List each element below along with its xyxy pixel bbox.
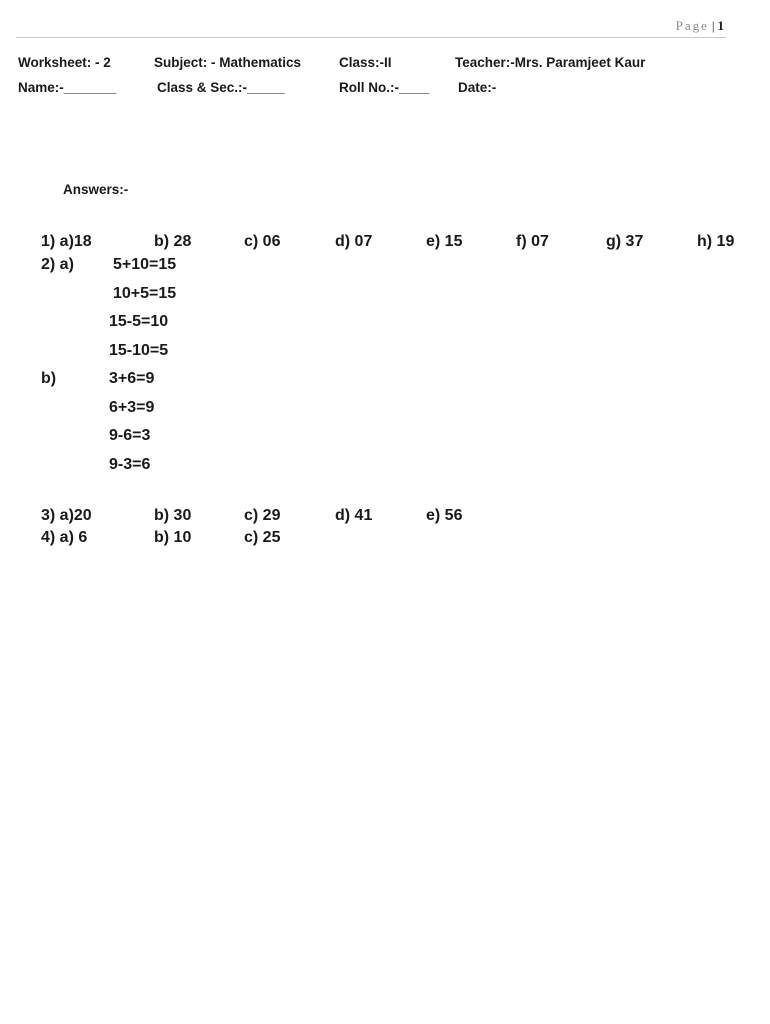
q3-answer: e) 56: [426, 507, 463, 524]
answers-title: Answers:-: [63, 182, 129, 197]
q3-answer: c) 29: [244, 507, 281, 524]
q1-answer: e) 15: [426, 233, 463, 250]
q2a-equation: 15-5=10: [109, 313, 169, 330]
q3-label: 3) a)20: [41, 507, 92, 524]
q2a-equation: 15-10=5: [109, 342, 169, 359]
q1-answer: b) 28: [154, 233, 192, 250]
page-separator: |: [711, 18, 715, 33]
q1-answer: g) 37: [606, 233, 644, 250]
q4-answer: b) 10: [154, 529, 192, 546]
worksheet-label: Worksheet: - 2: [18, 55, 111, 70]
page-header: [676, 18, 724, 34]
q3-answer: b) 30: [154, 507, 192, 524]
q1-answer: c) 06: [244, 233, 281, 250]
teacher-label: Teacher:-Mrs. Paramjeet Kaur: [455, 55, 646, 70]
page-word: Page: [675, 18, 709, 33]
subject-label: Subject: - Mathematics: [154, 55, 302, 70]
q2a-equation: 10+5=15: [113, 285, 177, 302]
q1-answer: f) 07: [516, 233, 549, 250]
q2b-equation: 6+3=9: [109, 399, 155, 416]
q2a-equation: 5+10=15: [113, 256, 177, 273]
q2b-label: b): [41, 370, 57, 387]
class-sec-field: Class & Sec.:-_____: [157, 80, 285, 95]
q2b-equation: 3+6=9: [109, 370, 155, 387]
q2-label: 2) a): [41, 256, 74, 273]
q2b-equation: 9-6=3: [109, 427, 151, 444]
roll-no-field: Roll No.:-____: [339, 80, 430, 95]
class-label: Class:-II: [339, 55, 392, 70]
q1-label: 1) a)18: [41, 233, 92, 250]
page-number: 1: [717, 18, 724, 33]
header-rule: [16, 37, 726, 38]
q2b-equation: 9-3=6: [109, 456, 151, 473]
q4-answer: c) 25: [244, 529, 281, 546]
q3-answer: d) 41: [335, 507, 373, 524]
date-field: Date:-: [458, 80, 497, 95]
name-field: Name:-_______: [18, 80, 117, 95]
q1-answer: h) 19: [697, 233, 735, 250]
q1-answer: d) 07: [335, 233, 373, 250]
q4-label: 4) a) 6: [41, 529, 88, 546]
